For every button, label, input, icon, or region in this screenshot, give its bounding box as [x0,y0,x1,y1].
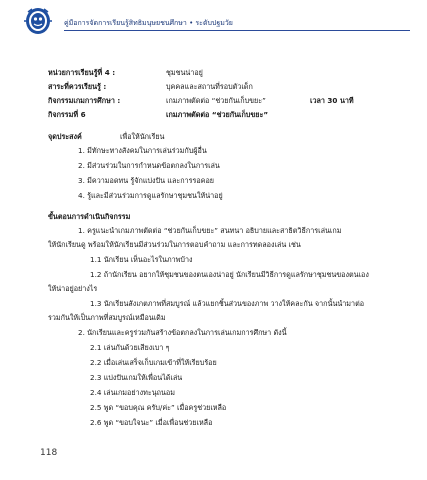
page-header [24,6,404,40]
step-1-1: 1.1 นักเรียน เห็นอะไรในภาพบ้าง [90,255,193,264]
step-1-2-line2: ให้น่าอยู่อย่างไร [48,284,98,293]
step-1-3-line2: รวมกันให้เป็นภาพที่สมบูรณ์เหมือนเดิม [48,313,166,322]
step-2: 2. นักเรียนและครูร่วมกันสร้างข้อตกลงในการเล่นเกมการศึกษา ดังนี้ [78,328,287,337]
unit-value: ชุมชนน่าอยู่ [166,68,203,77]
objective-item: 1. มีทักษะทางสังคมในการเล่นร่วมกับผู้อื่น [78,146,207,155]
step-2-item: 2.1 เล่นกันด้วยเสียงเบา ๆ [90,343,170,352]
step-1-line1: 1. ครูแนะนำเกมภาพตัดต่อ “ช่วยกันเก็บขยะ” สนทนา อธิบายและสาธิตวิธีการเล่นเกม [78,226,342,235]
step-2-item: 2.3 แบ่งปันเกมให้เพื่อนได้เล่น [90,373,183,382]
unit-label: หน่วยการเรียนรู้ที่ 4 : [48,68,116,77]
objectives-heading: จุดประสงค์ [48,132,82,141]
step-1-2-line1: 1.2 ถ้านักเรียน อยากให้ชุมชนของตนเองน่าอยู่ นักเรียนมีวิธีการดูแลรักษาชุมชนของตนเอง [90,270,369,279]
activity2-value: เกมภาพตัดต่อ “ช่วยกันเก็บขยะ” [166,110,269,119]
header-title: คู่มือการจัดการเรียนรู้สิทธิมนุษยชนศึกษา • ระดับปฐมวัย [64,19,233,27]
objectives-intro: เพื่อให้นักเรียน [120,132,165,141]
emblem-logo [24,6,52,36]
header-divider [64,30,410,31]
objective-item: 4. รู้และมีส่วนร่วมการดูแลรักษาชุมชนให้น่าอยู่ [78,191,223,200]
activity-value: เกมภาพตัดต่อ “ช่วยกันเก็บขยะ” [166,96,266,105]
objective-item: 3. มีความอดทน รู้จักแบ่งปัน และการรอคอย [78,176,214,185]
step-1-line2: ให้นักเรียนดู พร้อมให้นักเรียนมีส่วนร่วมในการตอบคำถาม และการทดลองเล่น เช่น [48,240,301,249]
step-2-item: 2.5 พูด “ขอบคุณ ครับ/ค่ะ” เมื่อครูช่วยเหลือ [90,403,227,412]
steps-heading: ขั้นตอนการดำเนินกิจกรรม [48,212,131,221]
step-2-item: 2.2 เมื่อเล่นเสร็จเก็บเกมเข้าที่ให้เรียบร้อย [90,358,217,367]
topic-value: บุคคลและสถานที่รอบตัวเด็ก [166,82,253,91]
step-1-3-line1: 1.3 นักเรียนสังเกตภาพที่สมบูรณ์ แล้วแยกชิ้นส่วนของภาพ วางให้คละกัน จากนั้นนำมาต่อ [90,299,365,308]
activity2-label: กิจกรรมที่ 6 [48,110,86,119]
step-2-item: 2.6 พูด “ขอบใจนะ” เมื่อเพื่อนช่วยเหลือ [90,418,213,427]
activity-label: กิจกรรมเกมการศึกษา : [48,96,121,105]
page-number: 118 [40,448,58,458]
step-2-item: 2.4 เล่นเกมอย่างทะนุถนอม [90,388,175,397]
time-label: เวลา 30 นาที [310,96,354,105]
objective-item: 2. มีส่วนร่วมในการกำหนดข้อตกลงในการเล่น [78,161,220,170]
topic-label: สาระที่ควรเรียนรู้ : [48,82,107,91]
